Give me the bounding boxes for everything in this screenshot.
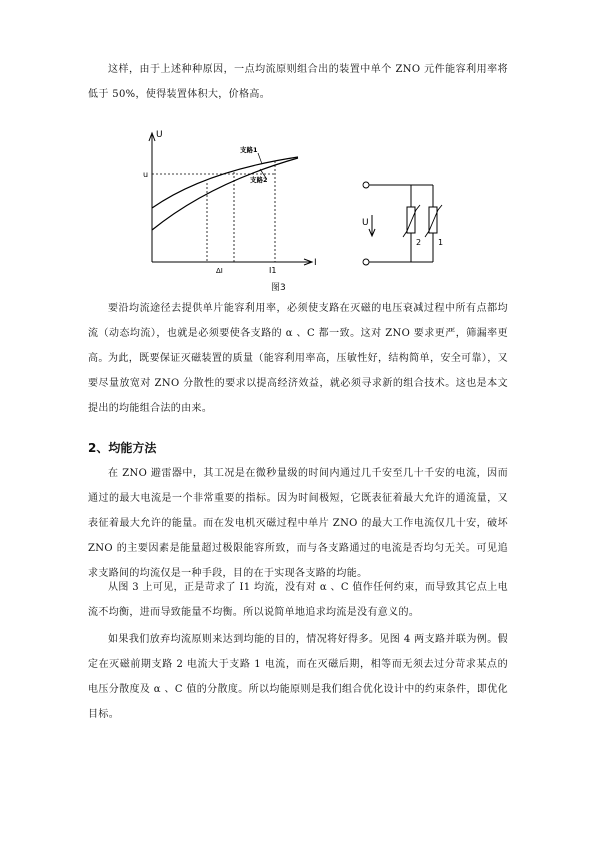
x-axis-label: I	[314, 258, 317, 268]
paragraph-intro: 这样，由于上述种种原因，一点均流原则组合出的装置中单个 ZNO 元件能容利用率将低于 50%，使得装置体积大，价格高。	[88, 64, 508, 100]
i1-label: I1	[269, 266, 277, 275]
paragraph-dynamic-sharing: 要沿均流途径去提供单片能容利用率，必须使支路在灭磁的电压衰减过程中所有点都均流（动态均流），也就是必须要使各支路的 α 、C 都一致。这对 ZNO 要求更严，筛漏率更高。	[88, 303, 508, 364]
u-level-label: u	[143, 170, 149, 179]
y-axis-label: U	[156, 130, 163, 140]
section-heading: 2、均能方法	[88, 441, 157, 455]
paragraph-combination-tech: 为此，既要保证灭磁装置的质量（能容利用率高，压敏性好，结构简单，安全可靠），又要尽量放宽对 ZNO 分散性的要求以提高经济效益，就必须寻求新的组合技术。这也是本文提出的均能组合法的由来。	[88, 353, 508, 414]
branch1-label: 支路1	[240, 146, 258, 154]
top-terminal	[363, 182, 369, 188]
figure-3-drawing	[140, 125, 460, 285]
bottom-terminal	[363, 259, 369, 265]
branch-1-label: 1	[438, 238, 444, 247]
branch1-leader	[258, 153, 262, 164]
voltage-label: U	[362, 218, 369, 228]
paragraph-equal-energy: 如果我们放弃均流原则来达到均能的目的，情况将好得多。见图 4 两支路并联为例。假定在灭磁前期支路 2 电流大于支路 1 电流，而在灭磁后期，相等而无须去过分苛求某点的电压分散度及 α 、C 值的分散度。所以均能原则是我们组合优化设计中的约束条件，即优化目标。	[88, 634, 508, 720]
delta-i-label: ΔI	[216, 267, 223, 275]
figure-caption: 图3	[271, 283, 286, 293]
branch2-label: 支路2	[250, 176, 268, 184]
figure-3	[140, 125, 460, 285]
paragraph-zno-arrester: 在 ZNO 避雷器中，其工况是在微秒量级的时间内通过几千安至几十千安的电流，因而通过的最大电流是一个非常重要的指标。因为时间极短，它既表征着最大允许的通流量，又表征着最大允许的能量。而在发电机灭磁过程中单片 ZNO 的最大工作电流仅几十安，破坏 ZNO 的主要因素是能量超过极限能容所致，而与各支路通过的电流是否均匀无关。可见追求支路间的均流仅是一种手段，目的在于实现各支路的均能。	[88, 468, 508, 579]
paragraph-figure-discussion: 从图 3 上可见，正是苛求了 I1 均流，没有对 α 、C 值作任何约束，而导致其它点上电流不均衡，进而导致能量不均衡。所以说简单地追求均流是没有意义的。	[88, 582, 508, 618]
branch-2-label: 2	[416, 238, 422, 247]
